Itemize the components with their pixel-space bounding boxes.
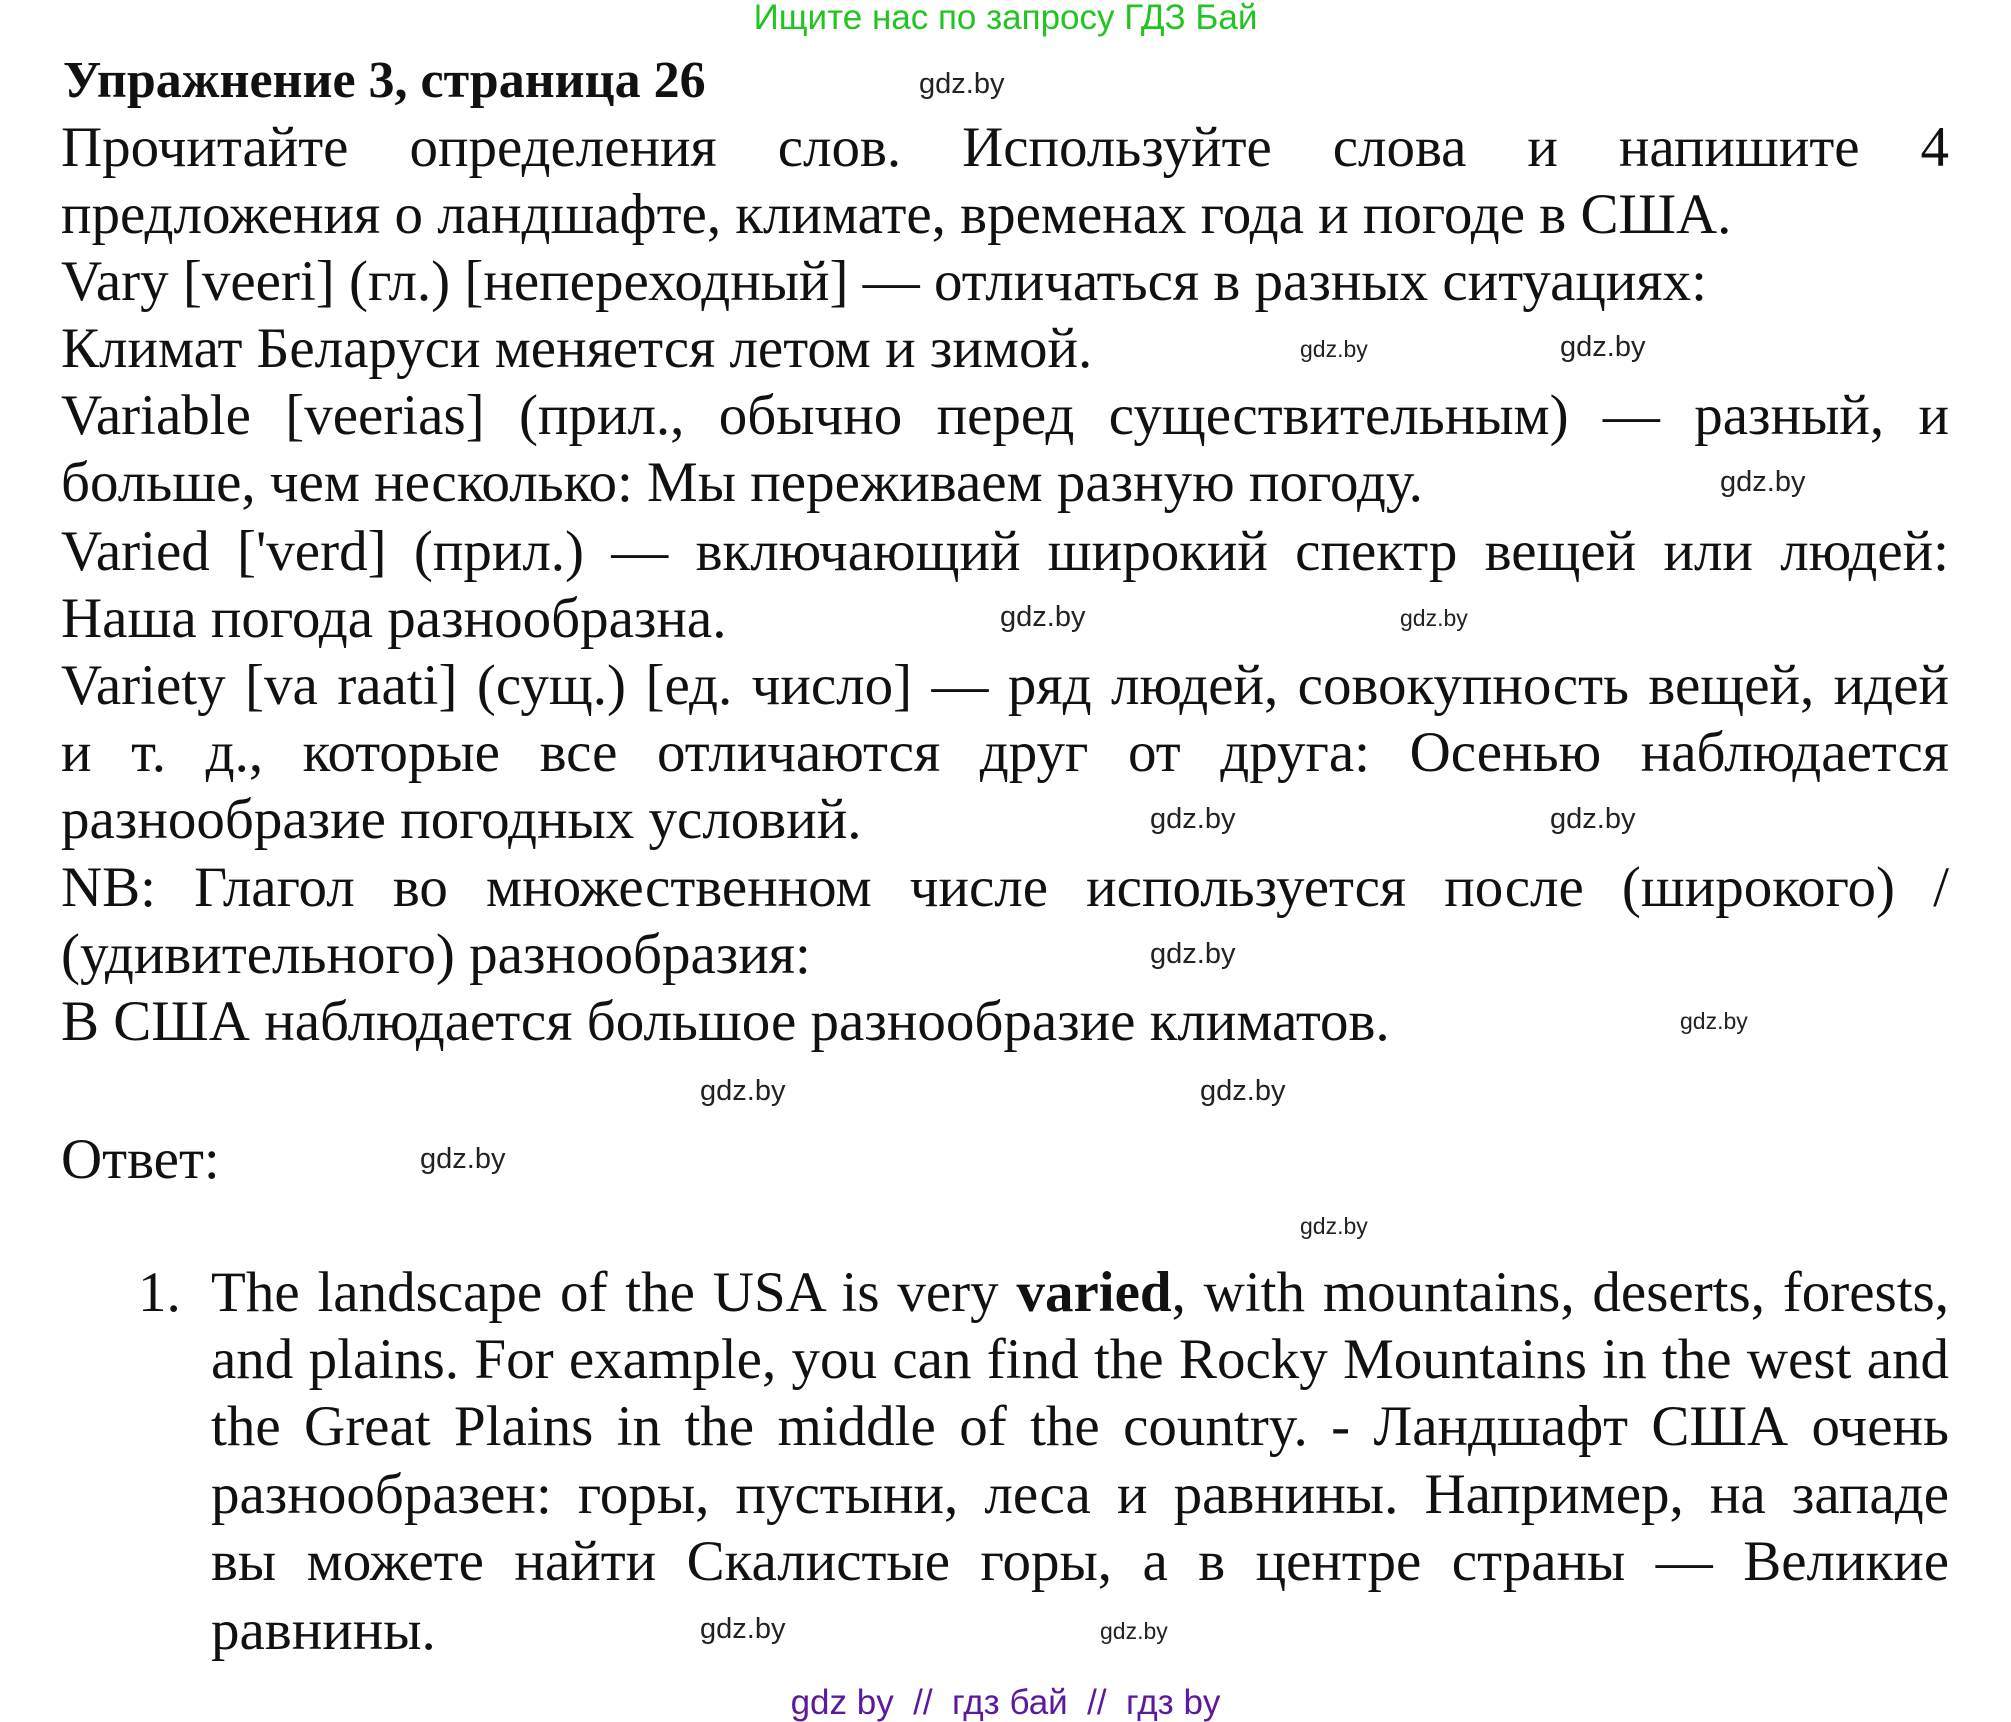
task-line: (удивительного) разнообразия: (61, 923, 811, 986)
watermark: gdz.by (919, 68, 1005, 100)
watermark: gdz.by (1150, 803, 1236, 835)
watermark: gdz.by (1300, 336, 1368, 362)
watermark: gdz.by (1100, 1618, 1168, 1644)
page-title: Упражнение 3, страница 26 (63, 52, 706, 109)
answer-text: The landscape of the USA is very (211, 1261, 1017, 1324)
task-line: Климат Беларуси меняется летом и зимой. (61, 317, 1093, 380)
footer-links: gdz by // гдз бай // гдз by (790, 1683, 1221, 1722)
task-line: предложения о ландшафте, климате, временах года и погоде в США. (61, 183, 1732, 246)
watermark: gdz.by (1150, 938, 1236, 970)
watermark: gdz.by (700, 1075, 786, 1107)
watermark: gdz.by (1560, 331, 1646, 363)
task-line: В США наблюдается большое разнообразие климатов. (61, 990, 1390, 1053)
watermark: gdz.by (1550, 803, 1636, 835)
task-line: и т. д., которые все отличаются друг от друга: Осенью наблюдается (61, 721, 1949, 784)
answer-line: and plains. For example, you can find the Rocky Mountains in the west and (211, 1328, 1949, 1391)
watermark: gdz.by (700, 1613, 786, 1645)
answer-line: the Great Plains in the middle of the country. - Ландшафт США очень (211, 1395, 1949, 1458)
answer-line (211, 1259, 1949, 1327)
watermark: gdz.by (1680, 1008, 1748, 1034)
task-line: Varied ['verd] (прил.) — включающий широкий спектр вещей или людей: (61, 520, 1949, 583)
task-line: Vary [veeri] (гл.) [непереходный] — отличаться в разных ситуациях: (61, 250, 1707, 313)
watermark: gdz.by (1000, 601, 1086, 633)
answer-text: , with mountains, deserts, forests, (1171, 1261, 1949, 1324)
answer-line: равнины. (211, 1599, 436, 1662)
task-line: NB: Глагол во множественном числе используется после (широкого) / (61, 856, 1949, 919)
task-line: больше, чем несколько: Мы переживаем разную погоду. (61, 451, 1423, 514)
task-line: Variable [veerias] (прил., обычно перед существительным) — разный, и (61, 384, 1949, 447)
keyword-varied: varied (1016, 1261, 1172, 1324)
answer-line: вы можете найти Скалистые горы, а в центре страны — Великие (211, 1530, 1949, 1593)
watermark: gdz.by (1200, 1075, 1286, 1107)
watermark: gdz.by (1400, 605, 1468, 631)
task-line: разнообразие погодных условий. (61, 788, 862, 851)
answer-label: Ответ: (61, 1128, 220, 1191)
watermark: gdz.by (1300, 1213, 1368, 1239)
search-banner: Ищите нас по запросу ГДЗ Бай (753, 0, 1258, 37)
watermark: gdz.by (1720, 466, 1806, 498)
answer-number: 1. (138, 1261, 181, 1324)
answer-line: разнообразен: горы, пустыни, леса и равнины. Например, на западе (211, 1463, 1949, 1526)
task-line: Variety [va raati] (сущ.) [ед. число] — ряд людей, совокупность вещей, идей (61, 654, 1949, 717)
watermark: gdz.by (420, 1143, 506, 1175)
task-line: Наша погода разнообразна. (61, 587, 727, 650)
task-line: Прочитайте определения слов. Используйте слова и напишите 4 (61, 116, 1949, 179)
